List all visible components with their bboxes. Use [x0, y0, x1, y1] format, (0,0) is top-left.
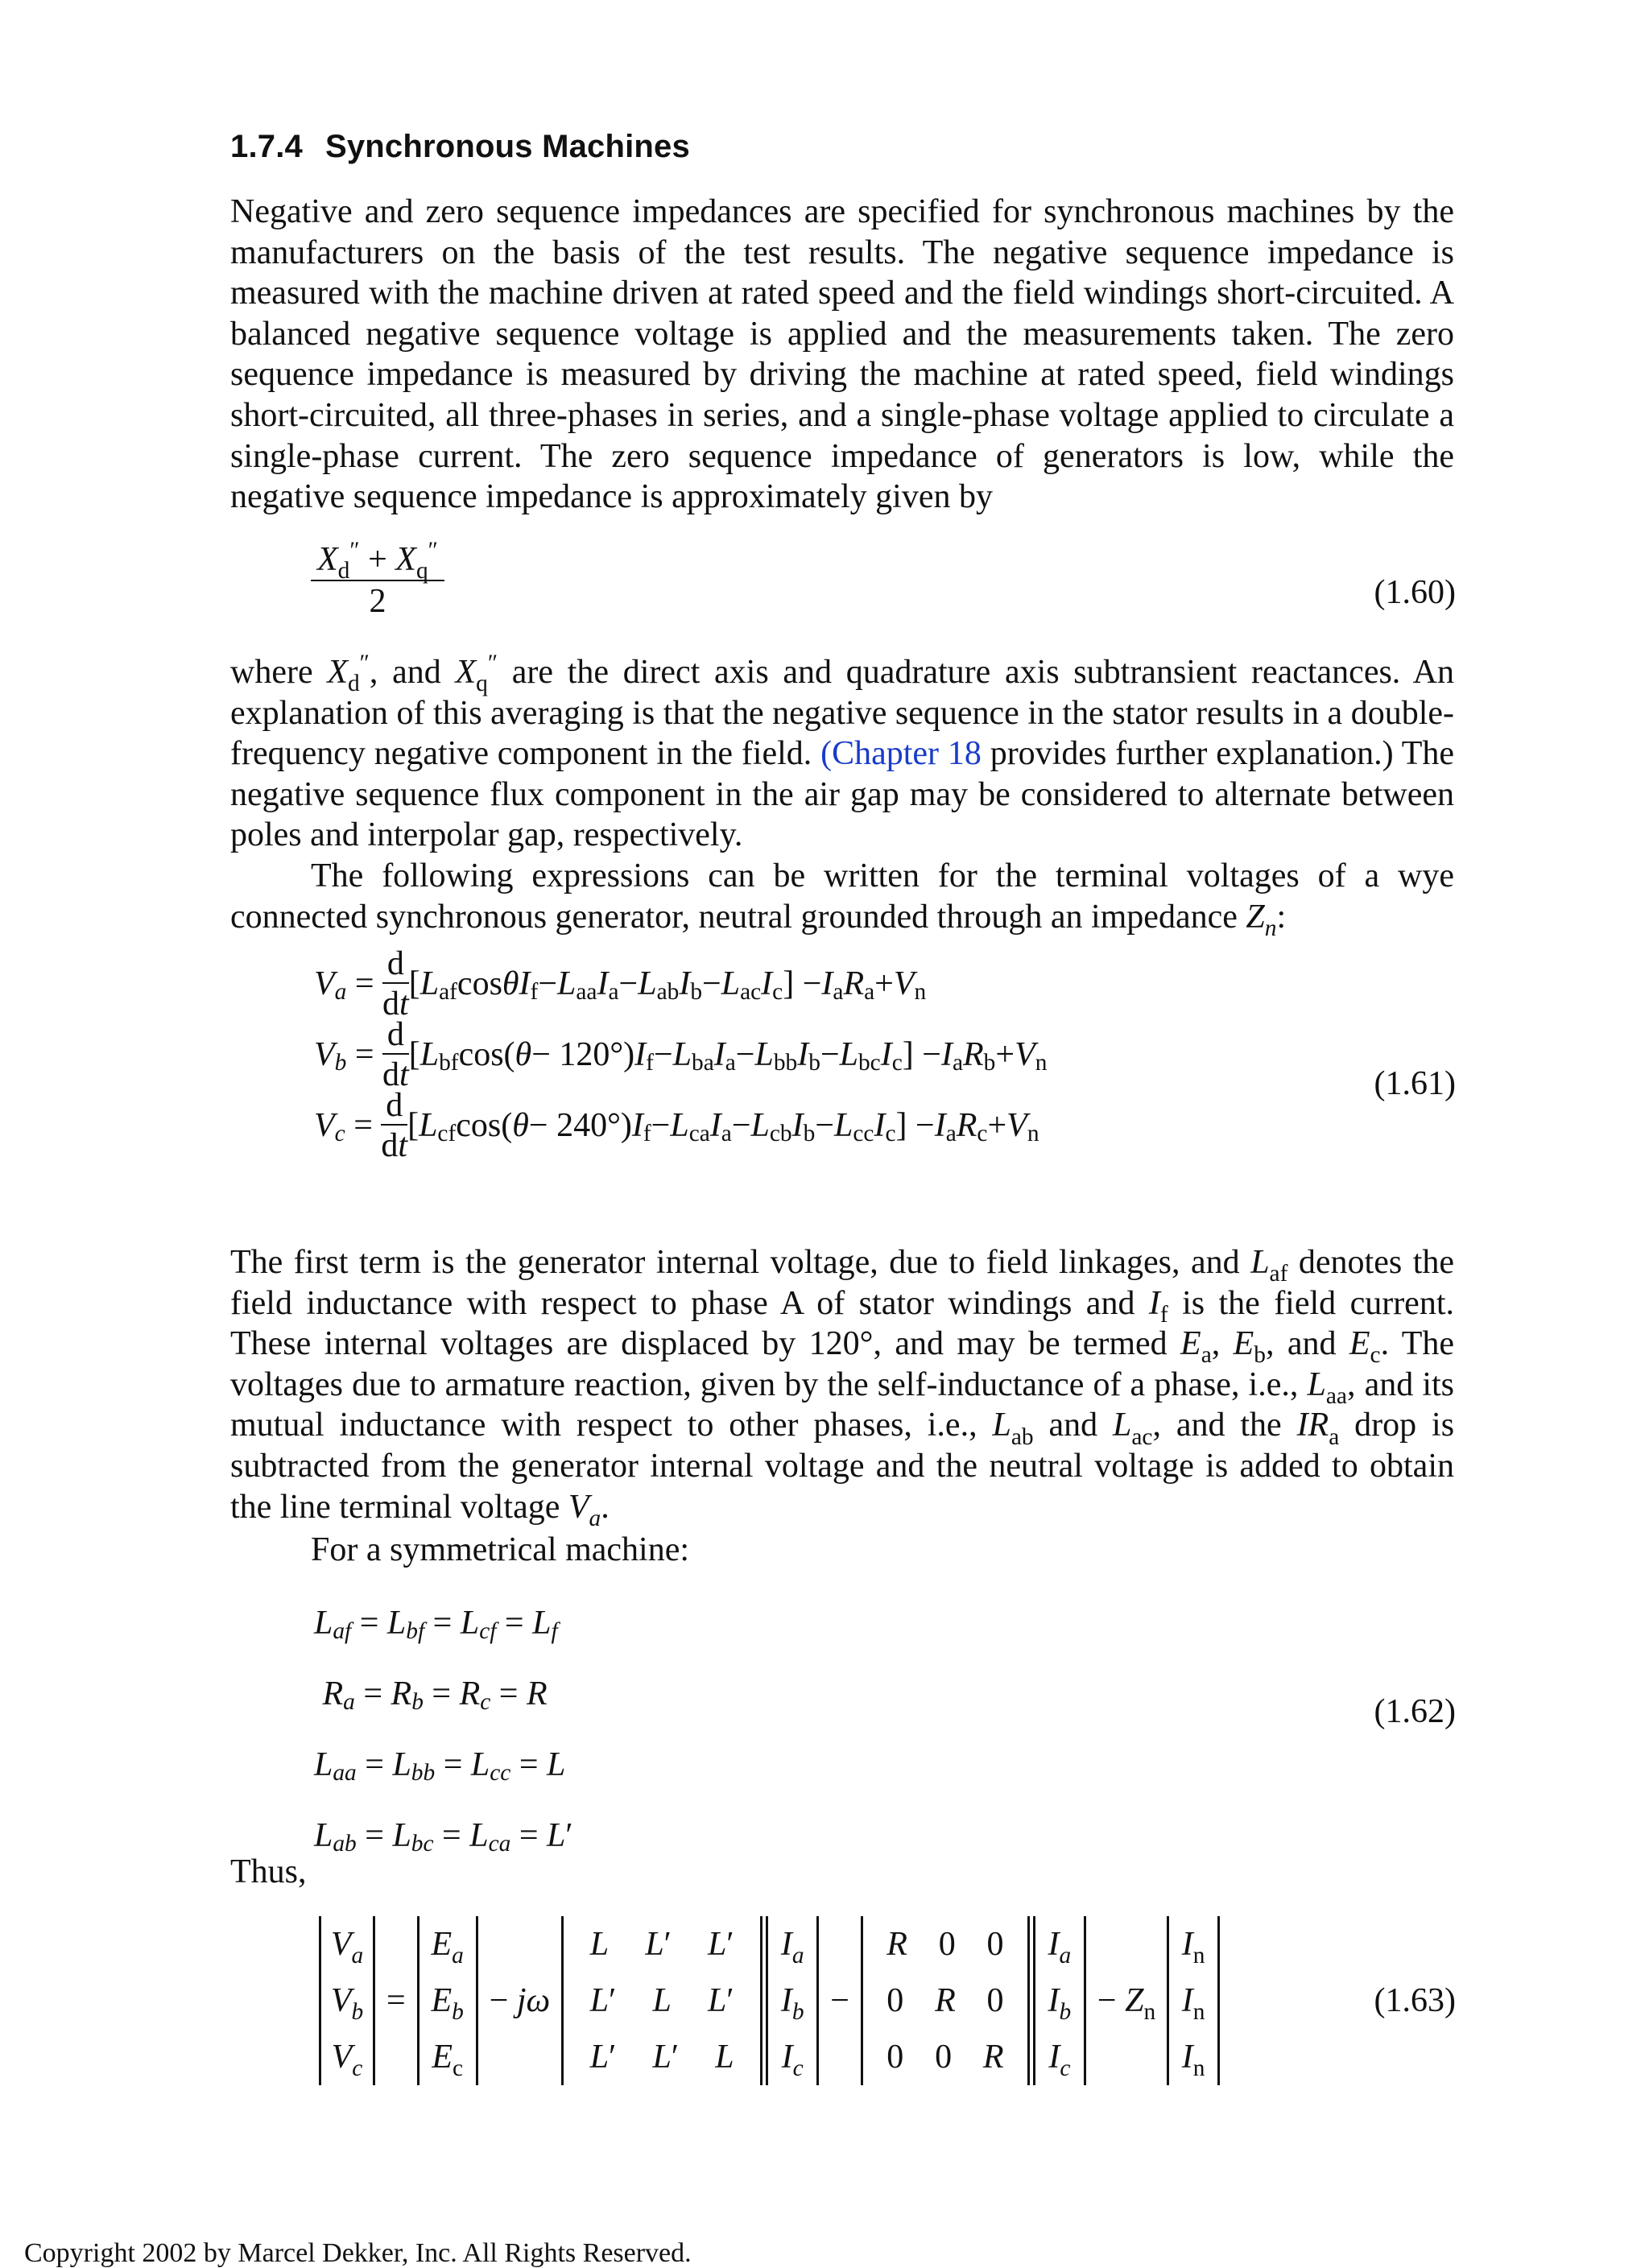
matrix-i-1: $I_a$ $I_b$ $I_c$ — [766, 1916, 819, 2085]
equation-number-1-60: (1.60) — [1374, 574, 1456, 611]
text-mutual-inductance: and its mutual inductance with respect to other phases, i.e., — [230, 1365, 1455, 1444]
equation-lab: L $_{ab}$ = L $_{bc}$ = L $_{ca}$ = L ′ — [314, 1817, 573, 1857]
equation-number-1-61: (1.61) — [1374, 1065, 1456, 1102]
text-explanation-end: provides further explanation.) The negative sequence flux component in the air gap may be considered to alternate between poles and interpolar gap, respectively. — [230, 735, 1454, 854]
section-title: Synchronous Machines — [324, 129, 690, 164]
text-expressions: The following expressions can be written for the terminal voltages of a wye connected synchronous generator, neutral grounded through an impedance — [230, 857, 1454, 936]
matrix-i-2: $I_a$ $I_b$ $I_c$ — [1033, 1916, 1086, 2085]
copyright-footer: Copyright 2002 by Marcel Dekker, Inc. All Rights Reserved. — [24, 2238, 692, 2268]
matrix-v: $V_a$ $V_b$ $V_c$ — [319, 1916, 375, 2085]
paragraph-where: where $X_d''$, and $X_q''$ are the direct axis and quadrature axis subtransient reactances. An explanation of this averaging is that the negative sequence in the stator results in a double-frequency negative component in the field. (Chapter 18 provides further explanation.) The negative sequence flux component in the air gap may be considered to alternate between poles and interpolar gap, respectively. — [230, 651, 1455, 854]
equation-ra: R $_a$ = R $_b$ = R $_c$ = R — [322, 1675, 548, 1716]
paragraph-first-term: The first term is the generator internal voltage, due to field linkages, and $L_{af}$ denotes the field inductance with respect to phase A of stator windings and $I_f$ is the field current. These internal voltages are displaced by 120°, and may be termed $E_a$, $E_b$, and $E_c$. The voltages due to armature reaction, given by the self-inductance of a phase, i.e., $L_{aa}$, and its mutual inductance with respect to other phases, i.e., $L_{ab}$ and $L_{ac}$, and the $IR_a$ drop is subtracted from the generator internal voltage and the neutral voltage is added to obtain the line terminal voltage $V_a$. — [230, 1244, 1455, 1531]
text-where: where — [230, 654, 313, 691]
equation-va: V $_a$ = $\frac{d}{dt}$ [ L $_{af}$ cos θI $_f$ − L $_{aa}$ I $_a$ − L $_{ab}$ I $_b$ − L $_{ac}$ I $_c$ ] − I $_a$ R $_a$ + V $_n$ — [314, 945, 927, 1022]
text-and-the: and the — [1176, 1407, 1282, 1444]
equation-1-60 — [311, 538, 444, 620]
paragraph-intro: Negative and zero sequence impedances are specified for synchronous machines by the manufacturers on the basis of the test results. The negative sequence impedance is measured with the machine driven at rated speed and the field windings short-circuited. A balanced negative sequence voltage is applied and the measurements taken. The zero sequence impedance is measured by driving the machine at rated speed, field windings short-circuited, all three-phases in series, and a single-phase voltage applied to circulate a single-phase current. The zero sequence impedance of generators is low, while the negative sequence impedance is approximately given by — [230, 193, 1454, 516]
matrix-in: $I_n$ $I_n$ $I_n$ — [1167, 1916, 1220, 2085]
section-heading — [230, 129, 690, 165]
equation-1-61 — [314, 945, 1048, 1164]
chapter-18-link[interactable]: (Chapter 18 — [820, 735, 982, 773]
text-drop-subtracted: drop is subtracted from the generator internal voltage and the neutral voltage is added to obtain the line terminal voltage — [230, 1407, 1455, 1526]
paragraph-thus: Thus, — [230, 1853, 307, 1890]
text-armature-reaction: The voltages due to armature reaction, given by the self-inductance of a phase, i.e., — [230, 1325, 1454, 1403]
paragraph-symmetrical: For a symmetrical machine: — [311, 1531, 690, 1568]
text-internal-voltages: is the field current. These internal voltages are displaced by 120°, and may be termed — [230, 1284, 1454, 1363]
equation-number-1-62: (1.62) — [1374, 1693, 1456, 1730]
equation-1-62 — [314, 1588, 573, 1871]
text-field-inductance: denotes the field inductance with respect to phase A of stator windings and — [230, 1244, 1455, 1322]
equation-1-63: $V_a$ $V_b$ $V_c$ = $E_a$ $E_b$ $E_c$ − jω L L′ L′ L′ L L′ L′ L′ L $I_a$ $I_b$ $I_c$ − R 0 0 0 R 0 0 0 R $I_a$ $I_b$ $I_c$ − $Z_n$ $I_n$ $I_n$ $I_n$ — [319, 1916, 1220, 2085]
matrix-resistance: R 0 0 0 R 0 0 0 R — [861, 1916, 1030, 2085]
matrix-inductance: L L′ L′ L′ L L′ L′ L′ L — [561, 1916, 763, 2085]
matrix-e: $E_a$ $E_b$ $E_c$ — [417, 1916, 478, 2085]
text-first-term: The first term is the generator internal voltage, due to field linkages, and — [230, 1244, 1240, 1281]
equation-vb: V $_b$ = $\frac{d}{dt}$ [ L $_{bf}$ cos( θ − 120°) I $_f$ − L $_{ba}$ I $_a$ − L $_{bb}$ I $_b$ − L $_{bc}$ I $_c$ ] − I $_a$ R $_b$ + V $_n$ — [314, 1016, 1048, 1093]
equation-vc: V $_c$ = $\frac{d}{dt}$ [ L $_{cf}$ cos( θ − 240°) I $_f$ − L $_{ca}$ I $_a$ − L $_{cb}$ I $_b$ − L $_{cc}$ I $_c$ ] − I $_a$ R $_c$ + V $_n$ — [314, 1087, 1039, 1164]
equation-laf: L $_{af}$ = L $_{bf}$ = L $_{cf}$ = L $_f$ — [314, 1605, 558, 1645]
fraction: $\frac{X_d'' + X_q''}{2}$ — [311, 541, 444, 620]
equation-number-1-63: (1.63) — [1374, 1982, 1456, 2019]
text-explanation: are the direct axis and quadrature axis subtransient reactances. An explanation of this averaging is that the negative sequence in the stator results in a double-frequency negative component in the field. — [230, 654, 1455, 773]
section-number: 1.7.4 — [230, 129, 303, 164]
equation-laa: L $_{aa}$ = L $_{bb}$ = L $_{cc}$ = L — [314, 1746, 566, 1787]
paragraph-expressions: The following expressions can be written for the terminal voltages of a wye connected synchronous generator, neutral grounded through an impedance $Z_n$: — [230, 857, 1454, 941]
